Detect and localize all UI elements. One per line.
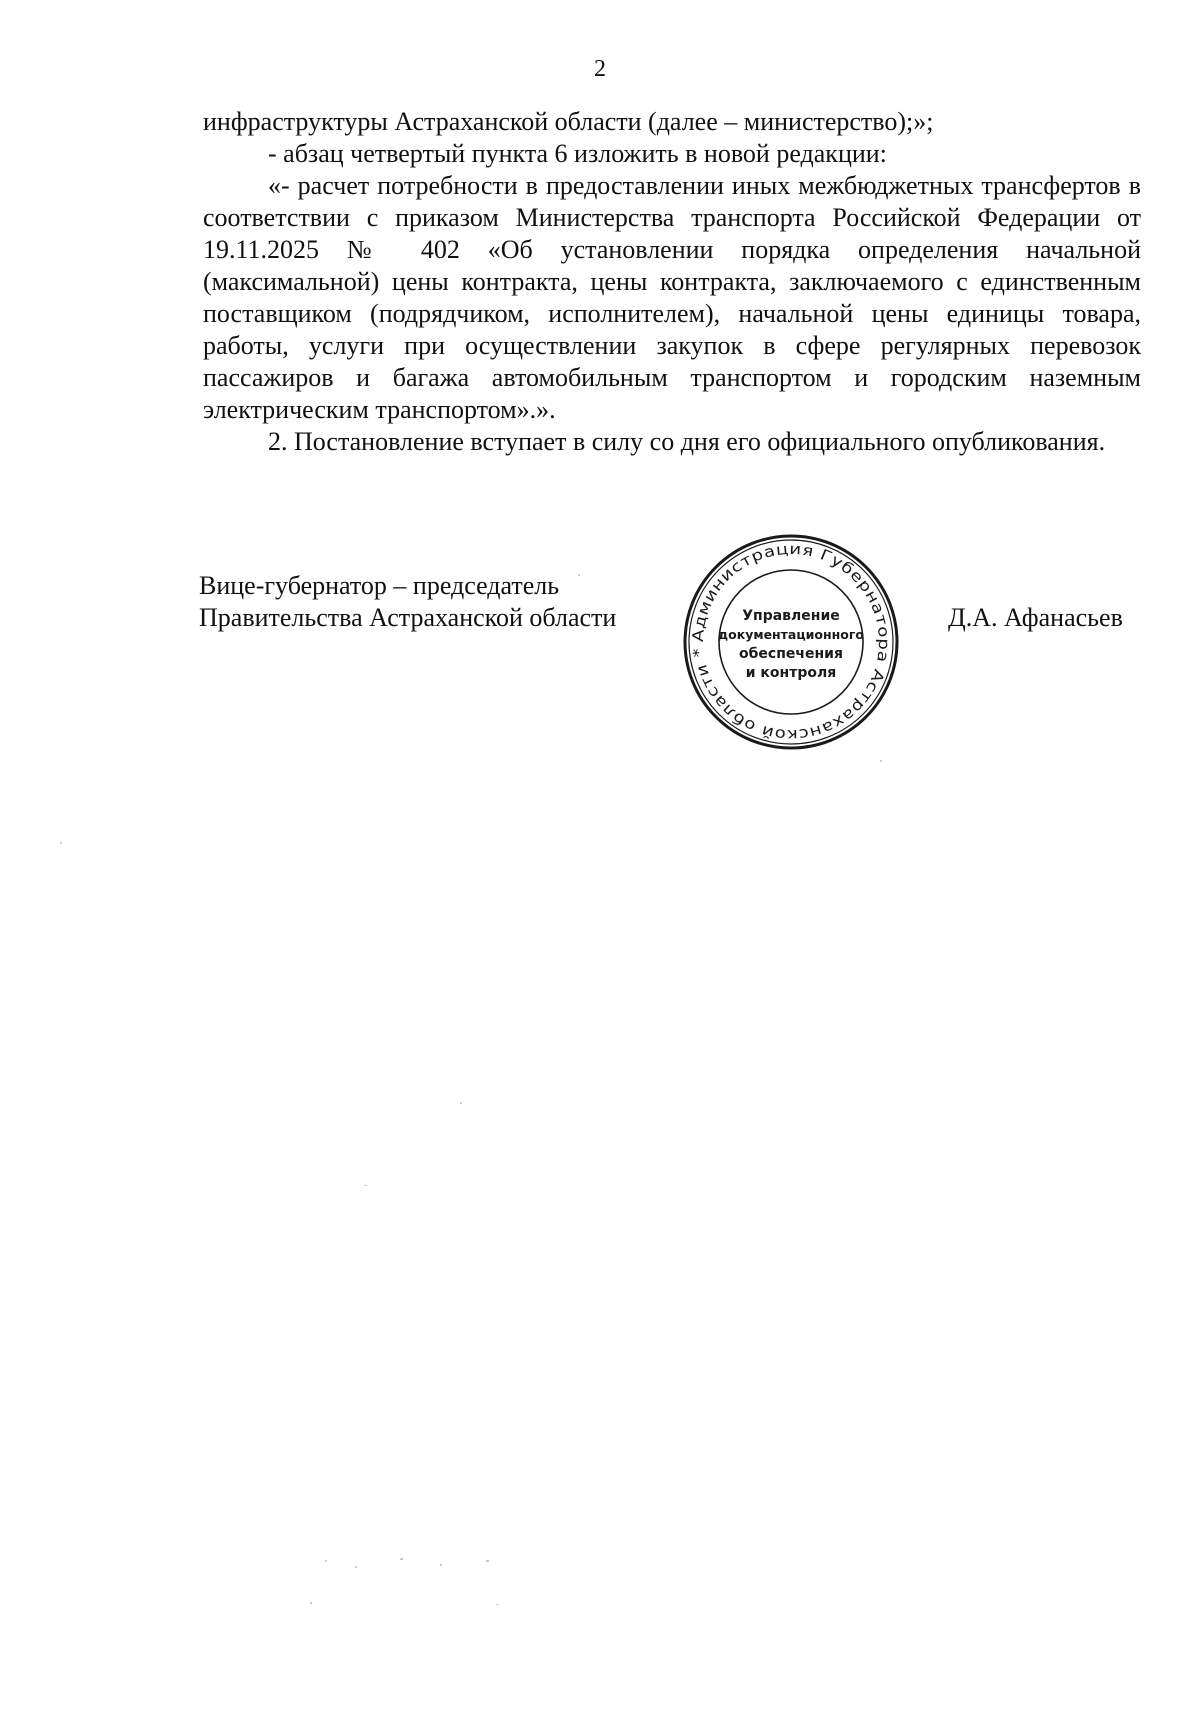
scan-speckle	[325, 1560, 327, 1562]
document-body	[203, 106, 1141, 458]
scan-speckle	[310, 1602, 312, 1604]
scan-speckle	[355, 1566, 357, 1568]
signatory-title-line2: Правительства Астраханской области	[199, 603, 617, 632]
paragraph-amendment-text: «- расчет потребности в предоставлении иных межбюджетных трансфертов в соответствии с приказом Министерства транспорта Российской Федерации от 19.11.2025 № 402 «Об установлении порядка определения начальной (максимальной) цены контракта, цены контракта, заключаемого с единственным поставщиком (подрядчиком, исполнителем), начальной цены единицы товара, работы, услуги при осуществлении закупок в сфере регулярных перевозок пассажиров и багажа автомобильным транспортом и городским наземным электрическим транспортом».».	[203, 171, 1141, 424]
paragraph-entry-into-force: 2. Постановление вступает в силу со дня его официального опубликования.	[268, 427, 1106, 456]
page-number: 2	[594, 56, 606, 82]
scan-speckle	[60, 842, 62, 844]
seal-outer-ring	[685, 536, 897, 748]
scan-speckle	[880, 760, 882, 762]
scan-speckle	[440, 1564, 442, 1566]
scan-speckle	[486, 1560, 489, 1562]
seal-inner-ring	[719, 570, 863, 714]
paragraph-amendment-intro: - абзац четвертый пункта 6 изложить в новой редакции:	[268, 139, 887, 168]
seal-inner-line3: обеспечения	[739, 646, 843, 662]
scan-speckle	[460, 1102, 462, 1104]
signatory-name: Д.А. Афанасьев	[948, 603, 1123, 632]
paragraph-continuation: инфраструктуры Астраханской области (далее – министерство);»;	[203, 107, 934, 136]
seal-outer-text: Администрация Губернатора Астраханской области *	[688, 539, 894, 745]
scan-speckle	[578, 574, 580, 576]
scan-speckle	[400, 1558, 403, 1560]
seal-inner-line2: документационного	[718, 627, 864, 642]
scan-speckle	[496, 1604, 499, 1605]
signatory-title	[199, 570, 616, 634]
official-seal	[681, 532, 901, 752]
signatory-title-line1: Вице-губернатор – председатель	[199, 571, 560, 600]
seal-inner-line1: Управление	[742, 608, 840, 624]
seal-inner-line4: и контроля	[745, 665, 837, 681]
scan-speckle	[364, 1185, 367, 1186]
